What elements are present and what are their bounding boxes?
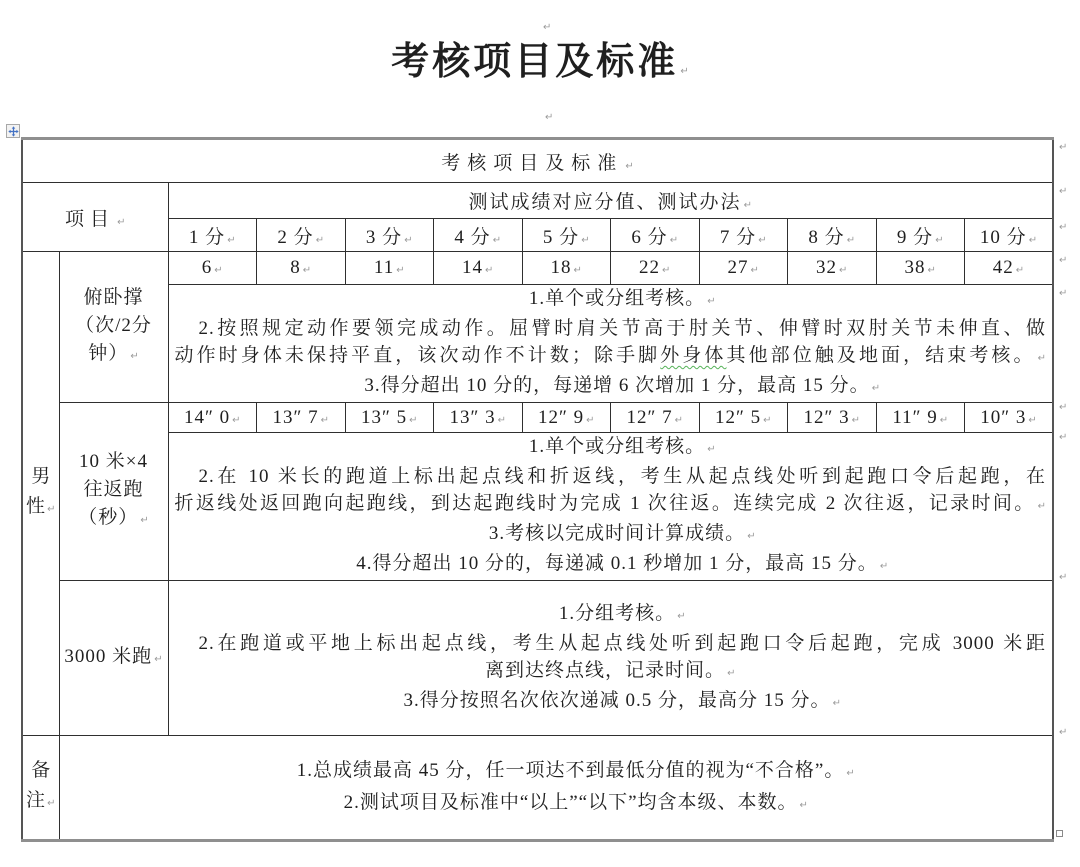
- spellcheck-underline-text: 外身体: [660, 345, 727, 366]
- cell-text: 测试成绩对应分值、测试办法: [468, 192, 742, 213]
- vertical-label-char: 备: [31, 760, 51, 781]
- cell-end-mark: ↵: [625, 160, 634, 172]
- cell-end-mark: ↵: [674, 414, 684, 426]
- rule-line: [66, 756, 1047, 788]
- score-column-header: [345, 219, 434, 252]
- score-column-header: [699, 219, 788, 252]
- rule-line: [175, 433, 1047, 463]
- paragraph-mark: ↵: [543, 22, 552, 33]
- table-caption: [22, 139, 1053, 183]
- cell-end-mark: ↵: [927, 265, 936, 276]
- cell-end-mark: ↵: [117, 216, 126, 228]
- score-column-header: [522, 219, 611, 252]
- rules-text-block: [169, 600, 1053, 717]
- rules-cell-shuttle-run: [168, 433, 1053, 581]
- score-value-cell: [611, 252, 700, 285]
- assessment-standards-table: [21, 137, 1054, 842]
- score-header-cell: [168, 183, 1053, 219]
- cell-text: 2 分: [277, 226, 314, 248]
- cell-end-mark: ↵: [586, 414, 595, 426]
- score-value-cell: [522, 252, 611, 285]
- section-label-line: 往返跑: [83, 479, 144, 500]
- rule-text: 2.在跑道或平地上标出起点线，考生从起点线处听到起跑口令后起跑，完成 3000 米距: [198, 632, 1046, 654]
- section-label-line: （秒） ↵: [60, 504, 168, 535]
- cell-end-mark: ↵: [485, 265, 494, 276]
- section-label-pushup: [59, 252, 168, 403]
- cell-text: 13″ 7: [272, 406, 319, 428]
- remark-text-block: [60, 756, 1053, 820]
- rule-text: 1.单个或分组考核。: [528, 436, 706, 457]
- score-value-cell: [257, 252, 346, 285]
- score-value-cell: [965, 252, 1054, 285]
- rule-line: [175, 520, 1047, 550]
- cell-end-mark: ↵: [832, 697, 841, 709]
- row-end-mark: ↵: [1059, 255, 1068, 266]
- row-end-mark: ↵: [1059, 142, 1068, 153]
- rule-line: [175, 550, 1047, 580]
- section-label-line: 钟） ↵: [60, 340, 168, 371]
- section-label-shuttle-run: [59, 403, 168, 581]
- cell-end-mark: ↵: [573, 265, 582, 276]
- score-column-header: [611, 219, 700, 252]
- rule-line: [175, 285, 1047, 315]
- rule-text: 1.单个或分组考核。: [528, 288, 706, 309]
- rule-line: [175, 657, 1047, 687]
- cell-end-mark: ↵: [1015, 265, 1025, 276]
- score-value-cell: [965, 403, 1054, 433]
- row-end-mark: ↵: [1059, 402, 1068, 413]
- cell-text: 考核项目及标准: [441, 152, 624, 174]
- score-value-cell: [611, 403, 700, 433]
- rule-text: 1.分组考核。: [558, 602, 676, 624]
- cell-end-mark: ↵: [581, 234, 590, 246]
- cell-end-mark: ↵: [154, 653, 163, 665]
- remark-label-cell: [22, 736, 59, 841]
- cell-text: 42: [992, 257, 1014, 278]
- cell-text: 12″ 3: [803, 406, 850, 428]
- score-column-header: [434, 219, 523, 252]
- cell-end-mark: ↵: [227, 234, 236, 246]
- score-column-header: [788, 219, 877, 252]
- cell-end-mark: ↵: [662, 265, 671, 276]
- rule-text: 动作时身体未保持平直，该次动作不计数；除手脚: [174, 345, 661, 366]
- score-value-cell: [876, 403, 965, 433]
- cell-end-mark: ↵: [839, 265, 848, 276]
- cell-end-mark: ↵: [320, 414, 330, 426]
- rule-line: [175, 463, 1047, 490]
- item-header-cell: [22, 183, 168, 252]
- rule-line: [175, 600, 1047, 630]
- cell-text: 18: [550, 257, 572, 278]
- cell-end-mark: ↵: [669, 234, 679, 246]
- rule-text: 3.得分超出 10 分的，每递增 6 次增加 1 分，最高 15 分。: [364, 375, 870, 396]
- cell-end-mark: ↵: [747, 531, 756, 542]
- cell-end-mark: ↵: [707, 444, 716, 455]
- cell-end-mark: ↵: [935, 234, 944, 246]
- cell-text: 7 分: [719, 226, 757, 248]
- remark-body-cell: [59, 736, 1053, 841]
- cell-end-mark: ↵: [750, 265, 759, 276]
- cell-end-mark: ↵: [1037, 353, 1046, 364]
- cell-end-mark: ↵: [727, 667, 736, 679]
- cell-end-mark: ↵: [871, 383, 881, 394]
- score-value-cell: [434, 252, 523, 285]
- cell-end-mark: ↵: [47, 798, 56, 809]
- cell-text: 6 分: [631, 226, 668, 248]
- score-value-cell: [257, 403, 346, 433]
- cell-text: 13″ 3: [449, 406, 496, 428]
- rule-text: 2.在 10 米长的跑道上标出起点线和折返线，考生从起点线处听到起跑口令后起跑，在: [198, 466, 1046, 487]
- cell-text: 13″ 5: [360, 406, 408, 428]
- table-move-handle-icon[interactable]: [6, 124, 20, 138]
- score-column-header: [257, 219, 346, 252]
- row-end-mark: ↵: [1059, 432, 1068, 443]
- cell-text: 11″ 9: [892, 406, 938, 428]
- cell-text: 14″ 0: [183, 406, 231, 428]
- rules-cell-run-3000m: [168, 581, 1053, 736]
- cell-end-mark: ↵: [232, 414, 241, 426]
- row-end-mark: ↵: [1059, 222, 1068, 233]
- cell-text: 4 分: [454, 226, 491, 248]
- rule-text: 其他部位触及地面，结束考核。: [726, 345, 1036, 366]
- cell-end-mark: ↵: [879, 561, 889, 572]
- score-column-header: [876, 219, 965, 252]
- cell-end-mark: ↵: [763, 414, 772, 426]
- row-end-mark: ↵: [1059, 727, 1068, 738]
- row-end-mark: ↵: [1059, 572, 1068, 583]
- cell-end-mark: ↵: [677, 610, 686, 622]
- rule-line: [175, 342, 1047, 372]
- rule-text: 3.考核以完成时间计算成绩。: [488, 523, 746, 544]
- section-label-line: 3000 米跑 ↵: [60, 643, 168, 674]
- cell-text: 38: [904, 257, 926, 278]
- cell-end-mark: ↵: [130, 350, 139, 362]
- score-value-cell: [699, 403, 788, 433]
- vertical-label-char: 男: [31, 466, 51, 487]
- cell-end-mark: ↵: [492, 234, 502, 246]
- cell-text: 8 分: [808, 226, 845, 248]
- section-label-line: （次/2分: [75, 314, 152, 336]
- rule-text: 折返线处返回跑向起跑线，到达起跑线时为完成 1 次往返。连续完成 2 次往返，记录时间。: [174, 493, 1036, 514]
- cell-end-mark: ↵: [939, 414, 949, 426]
- vertical-label-char: 注 ↵: [23, 786, 59, 819]
- rule-line: [175, 372, 1047, 402]
- paragraph-mark: ↵: [680, 66, 689, 77]
- cell-text: 8: [290, 257, 301, 278]
- rules-text-block: [169, 433, 1053, 580]
- table-resize-handle[interactable]: [1056, 830, 1063, 837]
- section-label-run-3000m: [59, 581, 168, 736]
- cell-text: 10″ 3: [980, 406, 1027, 428]
- cell-end-mark: ↵: [799, 799, 808, 811]
- cell-end-mark: ↵: [1028, 234, 1038, 246]
- score-value-cell: [168, 252, 257, 285]
- cell-end-mark: ↵: [396, 265, 405, 276]
- page-title-text: 考核项目及标准: [391, 41, 679, 83]
- score-value-cell: [168, 403, 257, 433]
- cell-end-mark: ↵: [497, 414, 507, 426]
- four-way-arrow-icon: [8, 126, 19, 137]
- cell-text: 27: [727, 257, 749, 278]
- score-value-cell: [788, 252, 877, 285]
- cell-end-mark: ↵: [707, 296, 716, 307]
- cell-end-mark: ↵: [409, 414, 418, 426]
- cell-end-mark: ↵: [846, 767, 855, 779]
- score-value-cell: [345, 403, 434, 433]
- row-end-mark: ↵: [1059, 288, 1068, 299]
- cell-text: 32: [816, 257, 838, 278]
- vertical-label-char: 性 ↵: [23, 492, 59, 525]
- cell-end-mark: ↵: [846, 234, 856, 246]
- cell-end-mark: ↵: [140, 515, 149, 526]
- cell-text: 11: [373, 257, 395, 278]
- paragraph-mark: ↵: [545, 112, 554, 123]
- cell-text: 1 分: [188, 226, 226, 248]
- rule-line: [175, 687, 1047, 717]
- cell-text: 14: [462, 257, 484, 278]
- cell-end-mark: ↵: [315, 234, 325, 246]
- score-value-cell: [788, 403, 877, 433]
- rule-line: [175, 315, 1047, 342]
- cell-end-mark: ↵: [302, 265, 312, 276]
- cell-text: 12″ 7: [626, 406, 673, 428]
- rule-text: 1.总成绩最高 45 分，任一项达不到最低分值的视为“不合格”。: [296, 759, 845, 781]
- rules-text-block: [169, 285, 1053, 402]
- score-column-header: [168, 219, 257, 252]
- cell-end-mark: ↵: [214, 265, 223, 276]
- cell-text: 12″ 9: [537, 406, 585, 428]
- rule-text: 4.得分超出 10 分的，每递减 0.1 秒增加 1 分，最高 15 分。: [356, 553, 878, 574]
- cell-text: 12″ 5: [714, 406, 762, 428]
- cell-end-mark: ↵: [404, 234, 413, 246]
- rule-line: [66, 788, 1047, 820]
- rule-text: 2.测试项目及标准中“以上”“以下”均含本级、本数。: [343, 791, 798, 813]
- rule-text: 离到达终点线，记录时间。: [485, 659, 726, 681]
- cell-end-mark: ↵: [851, 414, 861, 426]
- cell-text: 3 分: [365, 226, 403, 248]
- rule-text: 3.得分按照名次依次递减 0.5 分，最高分 15 分。: [403, 689, 831, 711]
- cell-text: 6: [201, 257, 213, 278]
- rule-line: [175, 630, 1047, 657]
- cell-text: 5 分: [542, 226, 580, 248]
- cell-end-mark: ↵: [743, 200, 752, 211]
- cell-end-mark: ↵: [1037, 501, 1046, 512]
- rules-cell-pushup: [168, 285, 1053, 403]
- cell-end-mark: ↵: [47, 504, 56, 515]
- cell-end-mark: ↵: [758, 234, 767, 246]
- score-value-cell: [522, 403, 611, 433]
- page-title: [0, 36, 1080, 98]
- score-column-header: [965, 219, 1054, 252]
- cell-end-mark: ↵: [1028, 414, 1037, 426]
- cell-text: 22: [639, 257, 661, 278]
- score-value-cell: [876, 252, 965, 285]
- score-value-cell: [345, 252, 434, 285]
- score-value-cell: [434, 403, 523, 433]
- row-end-mark: ↵: [1059, 186, 1068, 197]
- cell-text: 10 分: [979, 226, 1027, 248]
- gender-male-cell: [22, 252, 59, 736]
- section-label-line: 俯卧撑: [83, 286, 144, 308]
- section-label-line: 10 米×4: [79, 451, 148, 472]
- rule-text: 2.按照规定动作要领完成动作。屈臂时肩关节高于肘关节、伸臂时双肘关节未伸直、做: [198, 318, 1046, 339]
- cell-text: 项目: [65, 208, 116, 230]
- cell-text: 9 分: [896, 226, 934, 248]
- rule-line: [175, 490, 1047, 520]
- score-value-cell: [699, 252, 788, 285]
